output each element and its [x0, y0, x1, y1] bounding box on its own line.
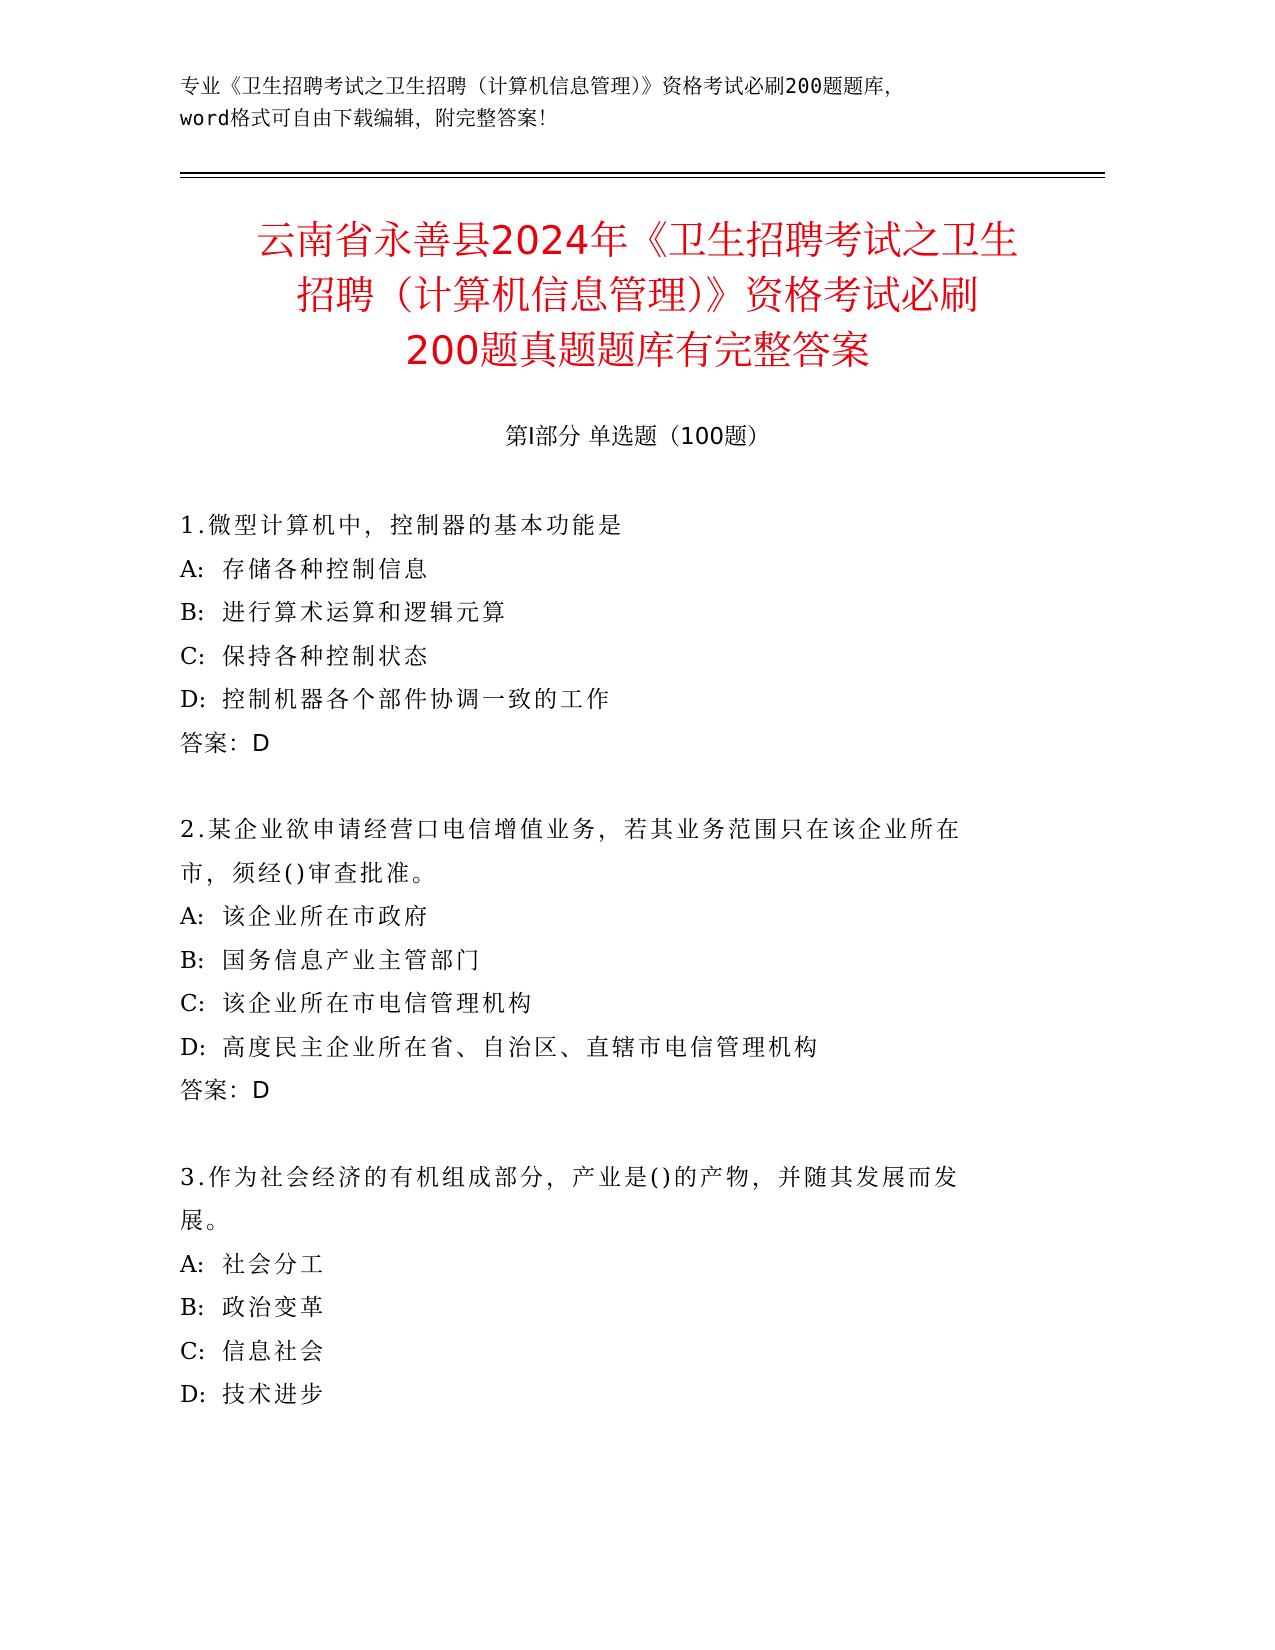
- option-text: 保持各种控制状态: [222, 643, 430, 670]
- option-b: [180, 592, 1020, 636]
- document-title-line-3: 200题真题题库有完整答案: [405, 329, 870, 374]
- answer-line: 答案：D: [180, 1078, 271, 1104]
- option-key: B:: [180, 600, 205, 626]
- section-heading: 第Ⅰ部分 单选题（100题）: [505, 424, 770, 450]
- option-b: [180, 1287, 1020, 1331]
- option-c: [180, 636, 1020, 680]
- option-key: B:: [180, 947, 205, 974]
- question-item: [180, 809, 1020, 1114]
- option-text: 国务信息产业主管部门: [222, 947, 482, 974]
- question-stem-line-2: 市，须经()审查批准。: [180, 860, 438, 887]
- option-text: 存储各种控制信息: [222, 556, 430, 583]
- question-list: [180, 505, 1020, 1461]
- option-key: D:: [180, 1034, 207, 1061]
- option-key: A:: [180, 1251, 205, 1278]
- option-a: [180, 896, 1020, 940]
- option-key: D:: [180, 687, 207, 713]
- document-title-line-2: 招聘（计算机信息管理）》资格考试必刷: [296, 274, 979, 319]
- document-title: [150, 214, 1125, 379]
- question-item: [180, 505, 1020, 766]
- option-c: [180, 1331, 1020, 1375]
- option-b: [180, 940, 1020, 984]
- option-key: A:: [180, 556, 205, 583]
- option-text: 高度民主企业所在省、自治区、直辖市电信管理机构: [222, 1034, 820, 1061]
- header-note-line-1: 专业《卫生招聘考试之卫生招聘（计算机信息管理）》资格考试必刷200题题库，: [180, 74, 905, 98]
- option-text: 社会分工: [222, 1251, 326, 1278]
- option-text: 进行算术运算和逻辑元算: [222, 600, 508, 626]
- option-text: 控制机器各个部件协调一致的工作: [222, 687, 612, 713]
- question-stem: 1.微型计算机中，控制器的基本功能是: [180, 513, 624, 539]
- option-key: C:: [180, 991, 206, 1017]
- option-key: A:: [180, 904, 205, 930]
- option-d: [180, 1374, 1020, 1418]
- document-header-note: [180, 70, 1080, 134]
- question-stem-line-1: 2.某企业欲申请经营口电信增值业务，若其业务范围只在该企业所在: [180, 817, 962, 843]
- option-a: [180, 549, 1020, 593]
- option-text: 信息社会: [222, 1338, 326, 1365]
- option-c: [180, 983, 1020, 1027]
- answer-line: 答案：D: [180, 730, 271, 757]
- option-a: [180, 1244, 1020, 1288]
- option-text: 政治变革: [222, 1295, 326, 1321]
- option-key: D:: [180, 1382, 207, 1408]
- question-stem-line-1: 3.作为社会经济的有机组成部分，产业是()的产物，并随其发展而发: [180, 1164, 960, 1191]
- option-text: 该企业所在市政府: [222, 904, 430, 930]
- question-item: [180, 1157, 1020, 1418]
- option-d: [180, 679, 1020, 723]
- document-title-line-1: 云南省永善县2024年《卫生招聘考试之卫生: [256, 219, 1019, 264]
- option-key: C:: [180, 1338, 206, 1365]
- option-text: 技术进步: [222, 1382, 326, 1408]
- question-stem-line-2: 展。: [180, 1208, 232, 1234]
- header-divider-thin: [180, 177, 1105, 178]
- option-d: [180, 1027, 1020, 1071]
- option-key: B:: [180, 1295, 205, 1321]
- option-text: 该企业所在市电信管理机构: [222, 991, 534, 1017]
- option-key: C:: [180, 643, 206, 670]
- header-note-line-2: word格式可自由下载编辑，附完整答案！: [180, 106, 559, 130]
- header-divider-thick: [180, 172, 1105, 174]
